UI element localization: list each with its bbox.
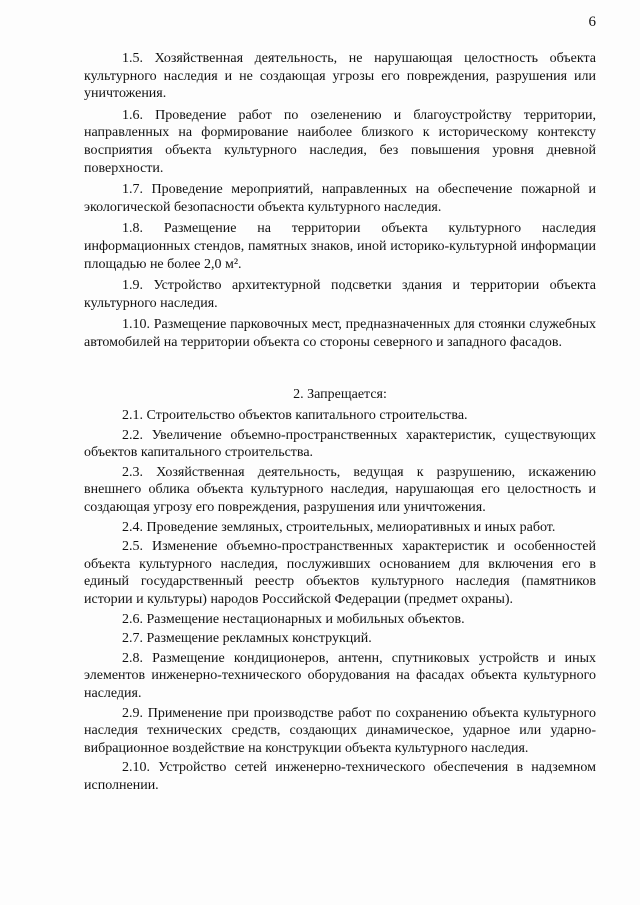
clause-2-8: 2.8. Размещение кондиционеров, антенн, спутниковых устройств и иных элементов инженерно-технического оборудования на фасадах объекта культурного наследия.	[84, 650, 596, 701]
document-body	[84, 50, 596, 797]
section-heading-prohibited: 2. Запрещается:	[293, 386, 387, 402]
clause-2-9: 2.9. Применение при производстве работ по сохранению объекта культурного наследия технических средств, создающих динамическое, ударное или ударно-вибрационное воздействие на конструкции объекта культурного наследия.	[84, 705, 596, 756]
clause-2-5: 2.5. Изменение объемно-пространственных характеристик и особенностей объекта культурного наследия, послуживших основанием для включения его в единый государственный реестр объектов культурного наследия (памятников истории и культуры) народов Российской Федерации (предмет охраны).	[84, 539, 596, 608]
clause-1-10: 1.10. Размещение парковочных мест, предназначенных для стоянки служебных автомобилей на территории объекта со стороны северного и западного фасадов.	[84, 317, 596, 350]
clause-2-6: 2.6. Размещение нестационарных и мобильных объектов.	[122, 611, 465, 627]
clause-2-2: 2.2. Увеличение объемно-пространственных характеристик, существующих объектов капитального строительства.	[84, 427, 596, 461]
clause-2-1: 2.1. Строительство объектов капитального строительства.	[122, 408, 468, 424]
page-number: 6	[588, 14, 596, 30]
clause-1-9: 1.9. Устройство архитектурной подсветки здания и территории объекта культурного наследия.	[84, 278, 596, 311]
clause-1-5: 1.5. Хозяйственная деятельность, не нарушающая целостность объекта культурного наследия и не создающая угрозы его повреждения, разрушения или уничтожения.	[84, 51, 596, 102]
clause-1-6: 1.6. Проведение работ по озеленению и благоустройству территории, направленных на формирование наиболее близкого к историческому контексту восприятия объекта культурного наследия, без повышения уровня дневной поверхности.	[84, 107, 596, 176]
clause-2-3: 2.3. Хозяйственная деятельность, ведущая к разрушению, искажению внешнего облика объекта культурного наследия, нарушающая его целостность и создающая угрозу его повреждения, разрушения или уничтожения.	[84, 464, 596, 516]
clause-2-7: 2.7. Размещение рекламных конструкций.	[122, 631, 372, 647]
clause-2-4: 2.4. Проведение земляных, строительных, мелиоративных и иных работ.	[122, 519, 556, 535]
clause-2-10: 2.10. Устройство сетей инженерно-технического обеспечения в надземном исполнении.	[84, 760, 596, 793]
clause-1-7: 1.7. Проведение мероприятий, направленных на обеспечение пожарной и экологической безопасности объекта культурного наследия.	[84, 182, 596, 215]
clause-1-8: 1.8. Размещение на территории объекта культурного наследия информационных стендов, памятных знаков, иной историко-культурной информации площадью не более 2,0 м².	[84, 221, 596, 272]
